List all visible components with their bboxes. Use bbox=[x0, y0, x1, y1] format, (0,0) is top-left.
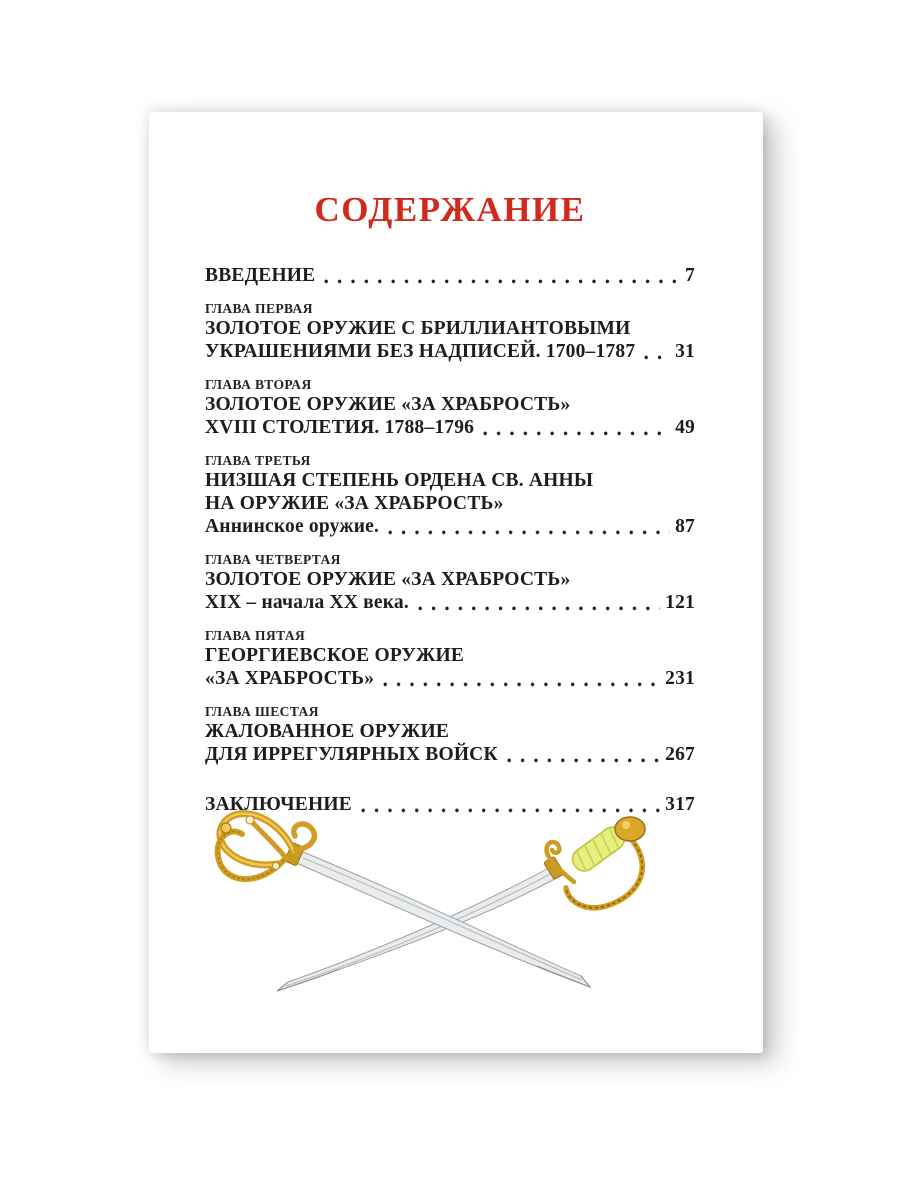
page-number: 49 bbox=[675, 417, 695, 438]
entry-label: XIX – начала XX века. bbox=[205, 592, 409, 613]
dot-leader bbox=[383, 671, 660, 690]
toc-entry-chapter-1 bbox=[205, 301, 695, 363]
chapter-label: ГЛАВА ШЕСТАЯ bbox=[205, 704, 319, 719]
dot-leader bbox=[324, 268, 680, 287]
entry-line: НА ОРУЖИЕ «ЗА ХРАБРОСТЬ» bbox=[205, 493, 504, 514]
toc-entry-chapter-5 bbox=[205, 628, 695, 690]
entry-line: ЗОЛОТОЕ ОРУЖИЕ «ЗА ХРАБРОСТЬ» bbox=[205, 569, 571, 590]
dot-leader bbox=[644, 344, 670, 363]
toc-entry-chapter-6 bbox=[205, 704, 695, 766]
book-page bbox=[149, 112, 763, 1053]
toc-entry-chapter-2 bbox=[205, 377, 695, 439]
chapter-label: ГЛАВА ПЯТАЯ bbox=[205, 628, 306, 643]
entry-label: Аннинское оружие. bbox=[205, 516, 380, 537]
dot-leader bbox=[483, 420, 670, 439]
toc-entry-chapter-4 bbox=[205, 552, 695, 614]
dot-leader bbox=[507, 747, 660, 766]
entry-line bbox=[205, 515, 695, 538]
left-saber bbox=[218, 814, 590, 987]
page-number: 7 bbox=[685, 265, 695, 286]
entry-label: УКРАШЕНИЯМИ БЕЗ НАДПИСЕЙ. 1700–1787 bbox=[205, 341, 636, 362]
entry-line: ЖАЛОВАННОЕ ОРУЖИЕ bbox=[205, 721, 450, 742]
entry-line bbox=[205, 264, 695, 287]
toc-entry-chapter-3 bbox=[205, 453, 695, 538]
toc-entry-introduction bbox=[205, 264, 695, 287]
chapter-label: ГЛАВА ЧЕТВЕРТАЯ bbox=[205, 552, 341, 567]
page-number: 231 bbox=[665, 668, 695, 689]
dot-leader bbox=[418, 595, 660, 614]
entry-line: ГЕОРГИЕВСКОЕ ОРУЖИЕ bbox=[205, 645, 465, 666]
page-number: 317 bbox=[665, 794, 695, 815]
entry-label: XVIII СТОЛЕТИЯ. 1788–1796 bbox=[205, 417, 475, 438]
entry-label: ДЛЯ ИРРЕГУЛЯРНЫХ ВОЙСК bbox=[205, 744, 498, 765]
entry-line bbox=[205, 340, 695, 363]
dot-leader bbox=[388, 519, 670, 538]
entry-label: «ЗА ХРАБРОСТЬ» bbox=[205, 668, 375, 689]
entry-label: ЗАКЛЮЧЕНИЕ bbox=[205, 794, 352, 815]
page-number: 31 bbox=[675, 341, 695, 362]
page-number: 267 bbox=[665, 744, 695, 765]
table-of-contents bbox=[205, 264, 695, 816]
contents-title: СОДЕРЖАНИЕ bbox=[314, 190, 586, 229]
chapter-label: ГЛАВА ВТОРАЯ bbox=[205, 377, 312, 392]
right-saber bbox=[277, 817, 645, 991]
entry-line: НИЗШАЯ СТЕПЕНЬ ОРДЕНА СВ. АННЫ bbox=[205, 470, 594, 491]
entry-line bbox=[205, 416, 695, 439]
page-number: 121 bbox=[665, 592, 695, 613]
crossed-sabers-illustration bbox=[182, 792, 742, 1017]
entry-line bbox=[205, 667, 695, 690]
entry-line: ЗОЛОТОЕ ОРУЖИЕ «ЗА ХРАБРОСТЬ» bbox=[205, 394, 571, 415]
entry-line bbox=[205, 591, 695, 614]
page-number: 87 bbox=[675, 516, 695, 537]
chapter-label: ГЛАВА ПЕРВАЯ bbox=[205, 301, 313, 316]
chapter-label: ГЛАВА ТРЕТЬЯ bbox=[205, 453, 311, 468]
entry-line: ЗОЛОТОЕ ОРУЖИЕ С БРИЛЛИАНТОВЫМИ bbox=[205, 318, 631, 339]
entry-line bbox=[205, 743, 695, 766]
entry-label: ВВЕДЕНИЕ bbox=[205, 265, 316, 286]
